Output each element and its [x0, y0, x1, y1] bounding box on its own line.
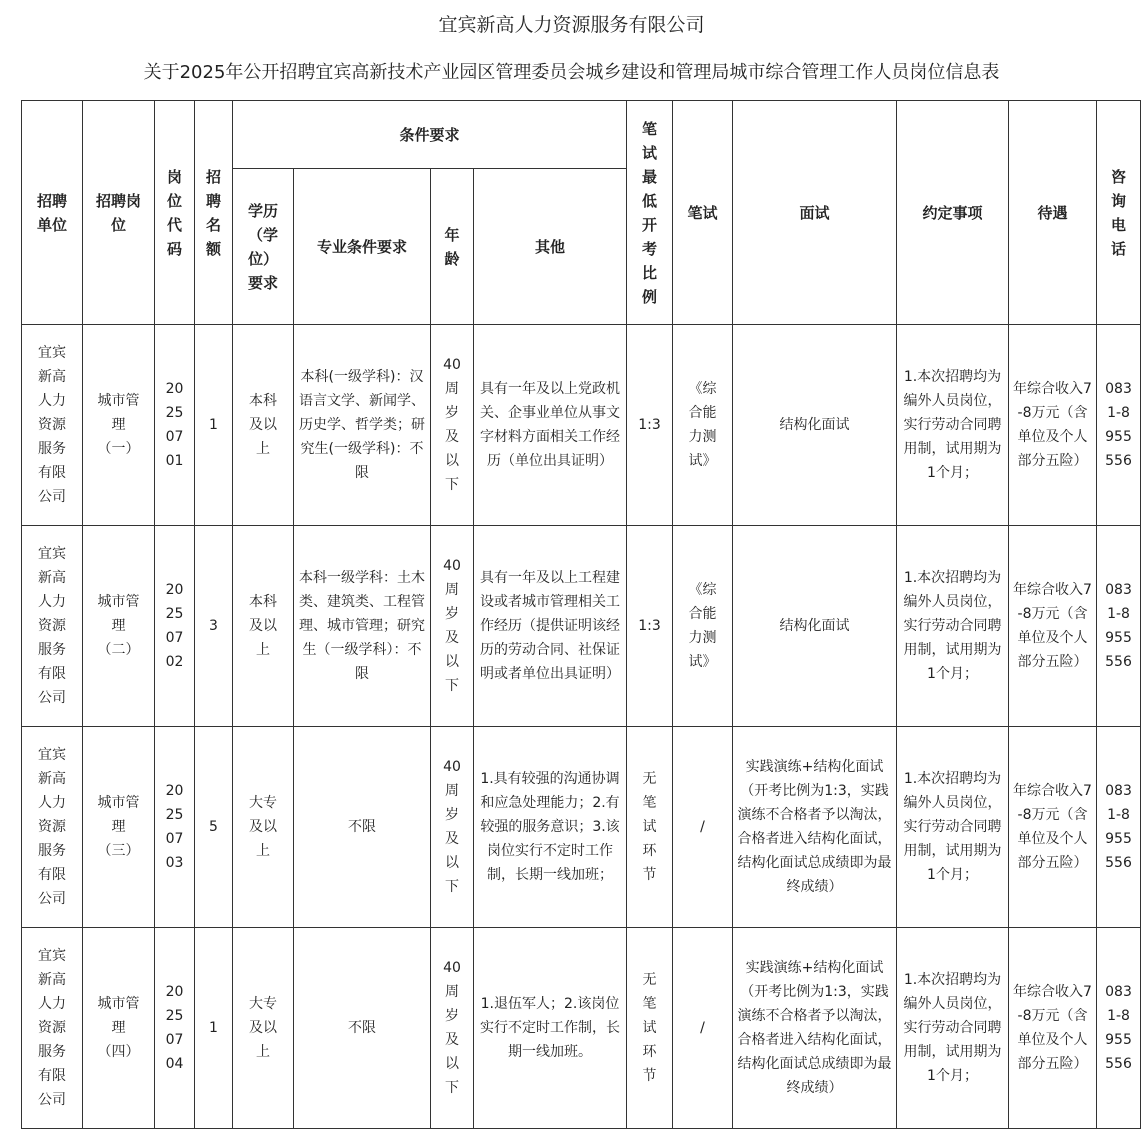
cell-treatment: 年综合收入7-8万元（含单位及个人部分五险） — [1009, 325, 1097, 526]
cell-ratio: 1:3 — [627, 325, 673, 526]
cell-code: 20 25 07 01 — [155, 325, 195, 526]
header-treatment: 待遇 — [1009, 101, 1097, 325]
cell-education: 本科 及以 上 — [233, 526, 294, 727]
cell-quota: 5 — [195, 727, 233, 928]
cell-agreement: 1.本次招聘均为编外人员岗位，实行劳动合同聘用制，试用期为1个月； — [897, 928, 1009, 1129]
cell-unit: 宜宾 新高 人力 资源 服务 有限 公司 — [22, 727, 83, 928]
cell-other: 具有一年及以上工程建设或者城市管理相关工作经历（提供证明该经历的劳动合同、社保证明或者单位出具证明） — [474, 526, 627, 727]
table-row — [22, 928, 1141, 1129]
cell-interview: 实践演练+结构化面试（开考比例为1:3，实践演练不合格者予以淘汰，合格者进入结构化面试，结构化面试总成绩即为最终成绩） — [733, 928, 897, 1129]
cell-treatment: 年综合收入7-8万元（含单位及个人部分五险） — [1009, 928, 1097, 1129]
cell-education: 本科 及以 上 — [233, 325, 294, 526]
cell-interview: 实践演练+结构化面试（开考比例为1:3，实践演练不合格者予以淘汰，合格者进入结构化面试，结构化面试总成绩即为最终成绩） — [733, 727, 897, 928]
cell-position: 城市管 理 （二） — [83, 526, 155, 727]
cell-other: 1.退伍军人；2.该岗位实行不定时工作制，长期一线加班。 — [474, 928, 627, 1129]
document-company-title: 宜宾新高人力资源服务有限公司 — [438, 14, 705, 36]
cell-education: 大专 及以 上 — [233, 727, 294, 928]
header-written: 笔试 — [673, 101, 733, 325]
cell-age: 40 周 岁 及 以 下 — [431, 727, 474, 928]
position-info-table — [21, 100, 1141, 1129]
cell-interview: 结构化面试 — [733, 325, 897, 526]
cell-phone: 083 1-8 955 556 — [1097, 928, 1141, 1129]
cell-written: 《综 合能 力测 试》 — [673, 526, 733, 727]
cell-written: 《综 合能 力测 试》 — [673, 325, 733, 526]
cell-position: 城市管 理 （一） — [83, 325, 155, 526]
header-interview: 面试 — [733, 101, 897, 325]
cell-unit: 宜宾 新高 人力 资源 服务 有限 公司 — [22, 928, 83, 1129]
cell-phone: 083 1-8 955 556 — [1097, 325, 1141, 526]
header-unit: 招聘 单位 — [22, 101, 83, 325]
cell-written: / — [673, 727, 733, 928]
cell-quota: 3 — [195, 526, 233, 727]
header-agreement: 约定事项 — [897, 101, 1009, 325]
cell-code: 20 25 07 02 — [155, 526, 195, 727]
table-row — [22, 727, 1141, 928]
header-position: 招聘岗 位 — [83, 101, 155, 325]
cell-phone: 083 1-8 955 556 — [1097, 526, 1141, 727]
cell-quota: 1 — [195, 325, 233, 526]
document-main-title: 关于2025年公开招聘宜宾高新技术产业园区管理委员会城乡建设和管理局城市综合管理工作人员岗位信息表 — [143, 62, 1000, 83]
cell-ratio: 无 笔 试 环 节 — [627, 727, 673, 928]
cell-treatment: 年综合收入7-8万元（含单位及个人部分五险） — [1009, 727, 1097, 928]
header-ratio: 笔 试 最 低 开 考 比 例 — [627, 101, 673, 325]
cell-agreement: 1.本次招聘均为编外人员岗位，实行劳动合同聘用制，试用期为1个月； — [897, 325, 1009, 526]
header-conditions: 条件要求 — [233, 101, 627, 169]
table-row — [22, 325, 1141, 526]
cell-major: 本科(一级学科)：汉语言文学、新闻学、历史学、哲学类；研究生(一级学科)：不限 — [294, 325, 431, 526]
cell-major: 不限 — [294, 727, 431, 928]
cell-quota: 1 — [195, 928, 233, 1129]
cell-age: 40 周 岁 及 以 下 — [431, 928, 474, 1129]
cell-ratio: 1:3 — [627, 526, 673, 727]
header-education: 学历 （学 位） 要求 — [233, 169, 294, 325]
header-phone: 咨 询 电 话 — [1097, 101, 1141, 325]
cell-major: 不限 — [294, 928, 431, 1129]
cell-ratio: 无 笔 试 环 节 — [627, 928, 673, 1129]
header-quota: 招 聘 名 额 — [195, 101, 233, 325]
header-other: 其他 — [474, 169, 627, 325]
cell-agreement: 1.本次招聘均为编外人员岗位，实行劳动合同聘用制，试用期为1个月； — [897, 727, 1009, 928]
cell-education: 大专 及以 上 — [233, 928, 294, 1129]
cell-phone: 083 1-8 955 556 — [1097, 727, 1141, 928]
header-major: 专业条件要求 — [294, 169, 431, 325]
cell-position: 城市管 理 （四） — [83, 928, 155, 1129]
cell-code: 20 25 07 04 — [155, 928, 195, 1129]
cell-interview: 结构化面试 — [733, 526, 897, 727]
header-row-1 — [22, 101, 1141, 169]
cell-age: 40 周 岁 及 以 下 — [431, 325, 474, 526]
cell-major: 本科一级学科：土木类、建筑类、工程管理、城市管理；研究生（一级学科）：不限 — [294, 526, 431, 727]
cell-other: 具有一年及以上党政机关、企事业单位从事文字材料方面相关工作经历（单位出具证明） — [474, 325, 627, 526]
header-age: 年 龄 — [431, 169, 474, 325]
cell-treatment: 年综合收入7-8万元（含单位及个人部分五险） — [1009, 526, 1097, 727]
cell-position: 城市管 理 （三） — [83, 727, 155, 928]
cell-agreement: 1.本次招聘均为编外人员岗位，实行劳动合同聘用制，试用期为1个月； — [897, 526, 1009, 727]
cell-age: 40 周 岁 及 以 下 — [431, 526, 474, 727]
cell-unit: 宜宾 新高 人力 资源 服务 有限 公司 — [22, 325, 83, 526]
cell-code: 20 25 07 03 — [155, 727, 195, 928]
cell-unit: 宜宾 新高 人力 资源 服务 有限 公司 — [22, 526, 83, 727]
table-row — [22, 526, 1141, 727]
cell-other: 1.具有较强的沟通协调和应急处理能力；2.有较强的服务意识；3.该岗位实行不定时工作制，长期一线加班； — [474, 727, 627, 928]
header-code: 岗 位 代 码 — [155, 101, 195, 325]
cell-written: / — [673, 928, 733, 1129]
